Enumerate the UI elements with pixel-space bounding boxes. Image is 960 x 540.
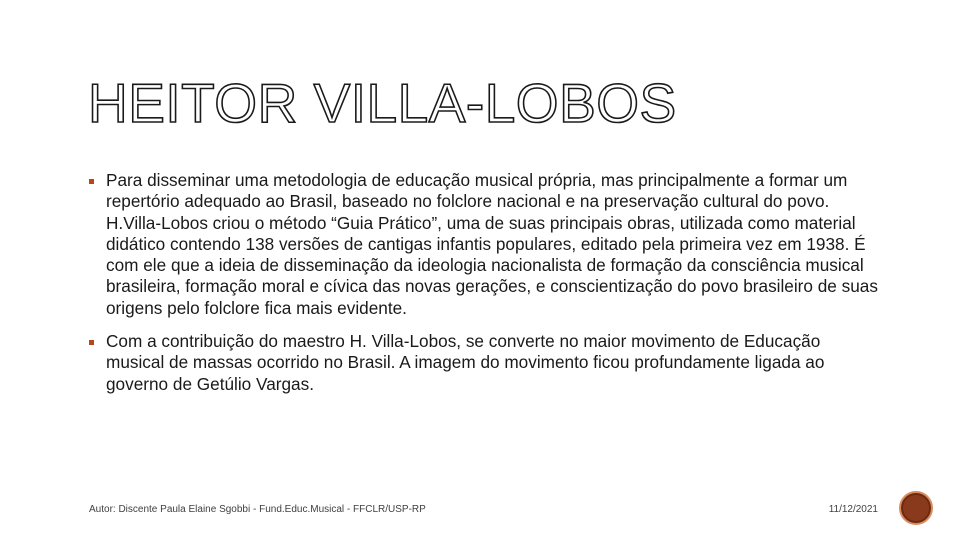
slide-body bbox=[89, 170, 879, 407]
bullet-item bbox=[89, 170, 879, 319]
footer-author: Autor: Discente Paula Elaine Sgobbi - Fund.Educ.Musical - FFCLR/USP-RP bbox=[89, 504, 426, 515]
slide-title: HEITOR VILLA-LOBOS bbox=[88, 72, 677, 134]
footer-date: 11/12/2021 bbox=[828, 504, 878, 515]
page-number-badge bbox=[899, 491, 933, 525]
bullet-text: Com a contribuição do maestro H. Villa-Lobos, se converte no maior movimento de Educação musical de massas ocorrido no Brasil. A imagem do movimento ficou profundamente ligada ao governo de Getúlio Vargas. bbox=[106, 331, 825, 394]
bullet-text: Para disseminar uma metodologia de educação musical própria, mas principalmente a formar um repertório adequado ao Brasil, baseado no folclore nacional e na preservação cultural do povo. H.Villa-Lobos criou o método “Guia Prático”, uma de suas principais obras, utilizada como material didático contendo 138 versões de cantigas infantis populares, editado pela primeira vez em 1938. É com ele que a ideia de disseminação da ideologia nacionalista de formação da consciência musical brasileira, formação moral e cívica das novas gerações, e conscientização do povo brasileiro de suas origens pelo folclore fica mais evidente. bbox=[106, 170, 878, 318]
bullet-square-icon bbox=[89, 340, 94, 345]
bullet-square-icon bbox=[89, 179, 94, 184]
bullet-item bbox=[89, 331, 879, 395]
